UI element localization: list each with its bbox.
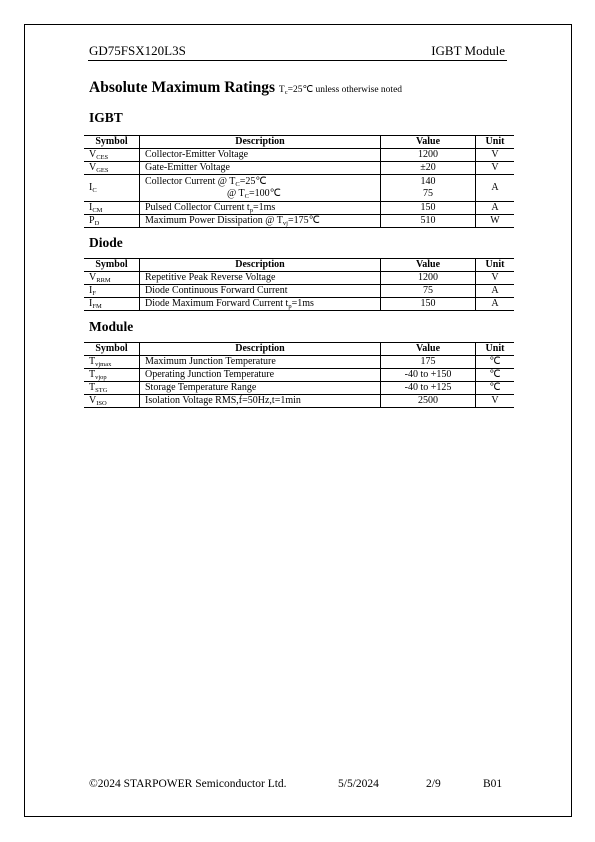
symbol-cell: $V_{RRM}$ (84, 272, 140, 285)
description-cell: Storage Temperature Range (140, 382, 381, 395)
symbol-cell: $I_{CM}$ (84, 202, 140, 215)
symbol-cell: $T_{vjop}$ (84, 369, 140, 382)
symbol-cell: $T_{vjmax}$ (84, 356, 140, 369)
col-value: Value (381, 136, 476, 149)
symbol-cell: $P_D$ (84, 215, 140, 228)
value-cell: -40 to +125 (381, 382, 476, 395)
col-unit: Unit (476, 343, 515, 356)
diode-table (84, 258, 514, 311)
table-header-row (84, 259, 514, 272)
table-row (84, 202, 514, 215)
header-rule (88, 60, 507, 61)
symbol-cell: $V_{GES}$ (84, 162, 140, 175)
table-row (84, 395, 514, 408)
symbol-cell: $V_{ISO}$ (84, 395, 140, 408)
value-cell: 140 75 (381, 175, 476, 202)
unit-cell: V (476, 162, 515, 175)
section-igbt-heading: IGBT (89, 110, 123, 125)
description-cell: Gate-Emitter Voltage (140, 162, 381, 175)
igbt-table (84, 135, 514, 228)
col-unit: Unit (476, 136, 515, 149)
table-row (84, 285, 514, 298)
table-row (84, 369, 514, 382)
value-cell: 150 (381, 298, 476, 311)
unit-cell: A (476, 298, 515, 311)
col-value: Value (381, 259, 476, 272)
col-unit: Unit (476, 259, 515, 272)
table-row (84, 272, 514, 285)
unit-cell: A (476, 202, 515, 215)
unit-cell: ℃ (476, 356, 515, 369)
col-symbol: Symbol (84, 343, 140, 356)
value-cell: 1200 (381, 149, 476, 162)
unit-cell: ℃ (476, 382, 515, 395)
description-cell: Isolation Voltage RMS,f=50Hz,t=1min (140, 395, 381, 408)
value-cell: 510 (381, 215, 476, 228)
description-cell: Maximum Power Dissipation @ $T_{vj}=175℃$ (140, 215, 381, 228)
description-cell: Collector-Emitter Voltage (140, 149, 381, 162)
symbol-cell: $I_{FM}$ (84, 298, 140, 311)
col-description: Description (140, 343, 381, 356)
header-part-number: GD75FSX120L3S (89, 43, 186, 58)
description-cell: Pulsed Collector Current $t_p=1ms$ (140, 202, 381, 215)
value-cell: 175 (381, 356, 476, 369)
description-cell: Operating Junction Temperature (140, 369, 381, 382)
footer-copyright: ©2024 STARPOWER Semiconductor Ltd. (89, 778, 287, 790)
page-title (89, 79, 402, 97)
table-row (84, 149, 514, 162)
symbol-cell: $I_F$ (84, 285, 140, 298)
footer-revision: B01 (483, 778, 503, 790)
col-description: Description (140, 259, 381, 272)
unit-cell: A (476, 175, 515, 202)
table-row (84, 215, 514, 228)
value-cell: 150 (381, 202, 476, 215)
table-header-row (84, 136, 514, 149)
description-cell: Collector Current @ $T_C=25℃$ @ $T_C=100℃$ (140, 175, 381, 202)
value-cell: 75 (381, 285, 476, 298)
description-cell: Maximum Junction Temperature (140, 356, 381, 369)
title-condition: $T_c=25℃$ unless otherwise noted (278, 85, 403, 96)
section-diode-heading: Diode (89, 235, 123, 250)
value-cell: -40 to +150 (381, 369, 476, 382)
table-row (84, 162, 514, 175)
symbol-cell: $I_C$ (84, 175, 140, 202)
value-cell: 1200 (381, 272, 476, 285)
title-main: Absolute Maximum Ratings (89, 79, 276, 96)
unit-cell: ℃ (476, 369, 515, 382)
description-cell: Diode Maximum Forward Current $t_p=1ms$ (140, 298, 381, 311)
table-row (84, 382, 514, 395)
symbol-cell: $V_{CES}$ (84, 149, 140, 162)
table-row (84, 298, 514, 311)
unit-cell: V (476, 395, 515, 408)
footer-date: 5/5/2024 (338, 778, 379, 790)
unit-cell: A (476, 285, 515, 298)
header-doc-type: IGBT Module (431, 43, 505, 58)
section-module-heading: Module (89, 319, 134, 334)
unit-cell: W (476, 215, 515, 228)
description-cell: Repetitive Peak Reverse Voltage (140, 272, 381, 285)
table-row (84, 356, 514, 369)
unit-cell: V (476, 272, 515, 285)
module-table (84, 342, 514, 408)
value-cell: ±20 (381, 162, 476, 175)
col-symbol: Symbol (84, 136, 140, 149)
symbol-cell: $T_{STG}$ (84, 382, 140, 395)
footer-page-number: 2/9 (426, 778, 441, 790)
table-row (84, 175, 514, 202)
col-description: Description (140, 136, 381, 149)
col-value: Value (381, 343, 476, 356)
col-symbol: Symbol (84, 259, 140, 272)
table-header-row (84, 343, 514, 356)
value-cell: 2500 (381, 395, 476, 408)
description-cell: Diode Continuous Forward Current (140, 285, 381, 298)
unit-cell: V (476, 149, 515, 162)
